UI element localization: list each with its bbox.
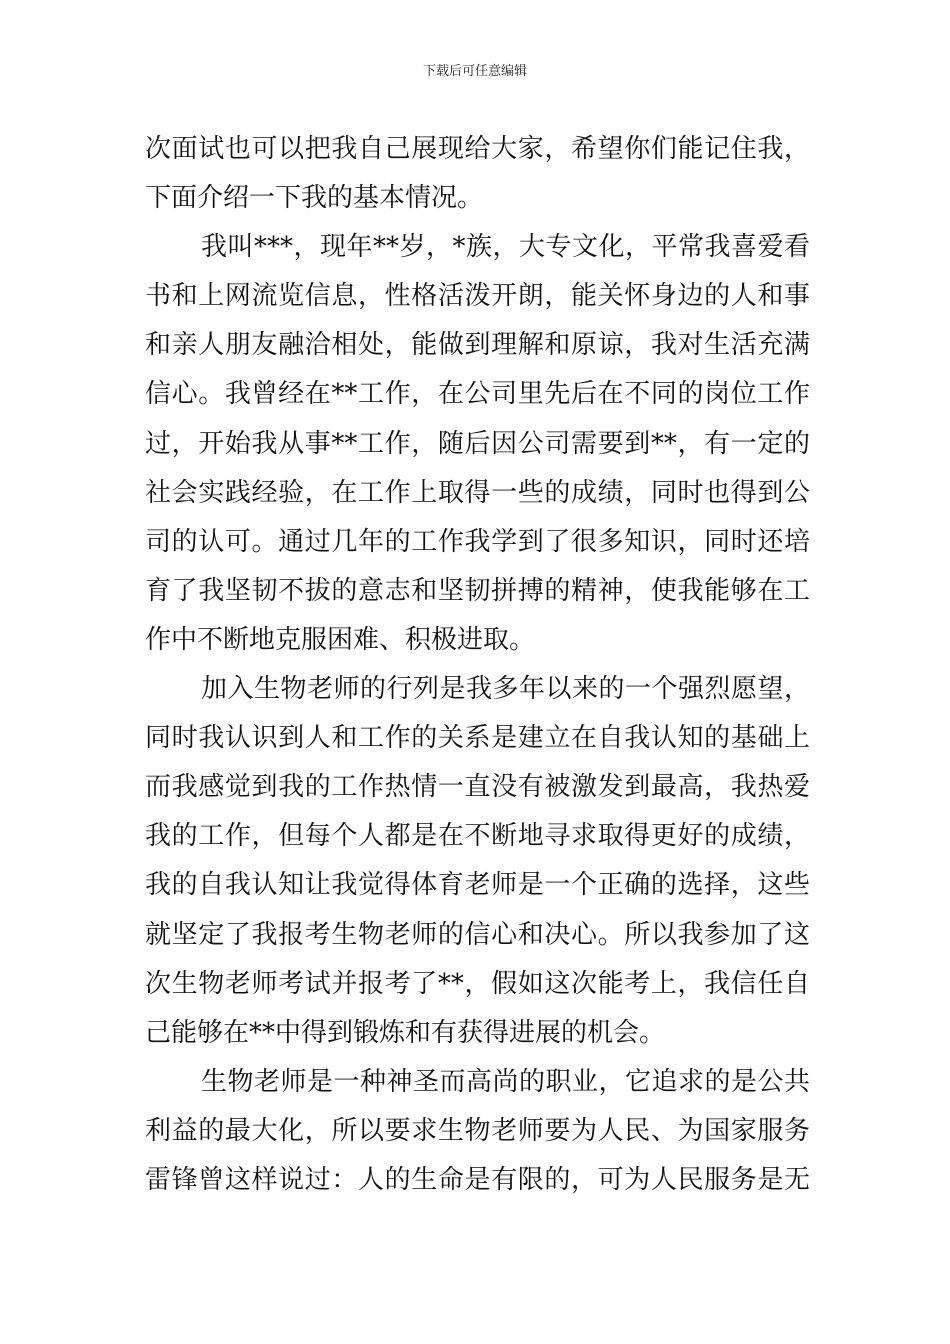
text-line: 利益的最大化，所以要求生物老师要为人民、为国家服务 xyxy=(145,1115,810,1146)
text-line: 社会实践经验，在工作上取得一些的成绩，同时也得到公 xyxy=(145,477,810,508)
text-line: 我叫***，现年**岁，*族，大专文化，平常我喜爱看 xyxy=(201,232,810,263)
text-line: 书和上网流览信息，性格活泼开朗，能关怀身边的人和事 xyxy=(145,281,810,312)
text-line: 司的认可。通过几年的工作我学到了很多知识，同时还培 xyxy=(145,526,810,557)
text-line: 下面介绍一下我的基本情况。 xyxy=(145,183,484,214)
text-line: 己能够在**中得到锻炼和有获得进展的机会。 xyxy=(145,1017,666,1048)
text-line: 同时我认识到人和工作的关系是建立在自我认知的基础上 xyxy=(145,723,810,754)
text-line: 和亲人朋友融洽相处，能做到理解和原谅，我对生活充满 xyxy=(145,330,810,361)
text-line: 雷锋曾这样说过：人的生命是有限的，可为人民服务是无 xyxy=(145,1164,810,1195)
document-body xyxy=(145,125,810,1205)
text-line: 次生物老师考试并报考了**，假如这次能考上，我信任自 xyxy=(145,968,810,999)
paragraph-2 xyxy=(145,223,810,665)
text-line: 作中不断地克服困难、积极进取。 xyxy=(145,624,536,655)
text-line: 就坚定了我报考生物老师的信心和决心。所以我参加了这 xyxy=(145,919,810,950)
text-line: 信心。我曾经在**工作，在公司里先后在不同的岗位工作 xyxy=(145,379,810,410)
page-header: 下载后可任意编辑 xyxy=(422,64,527,79)
text-line: 我的自我认知让我觉得体育老师是一个正确的选择，这些 xyxy=(145,870,810,901)
text-line: 生物老师是一种神圣而高尚的职业，它追求的是公共 xyxy=(201,1066,810,1097)
paragraph-1 xyxy=(145,125,810,223)
text-line: 次面试也可以把我自己展现给大家，希望你们能记住我， xyxy=(145,134,810,164)
paragraph-4 xyxy=(145,1058,810,1205)
text-line: 加入生物老师的行列是我多年以来的一个强烈愿望， xyxy=(201,674,810,705)
text-line: 而我感觉到我的工作热情一直没有被激发到最高，我热爱 xyxy=(145,772,810,803)
text-line: 我的工作，但每个人都是在不断地寻求取得更好的成绩， xyxy=(145,821,810,852)
text-line: 过，开始我从事**工作，随后因公司需要到**，有一定的 xyxy=(145,428,810,459)
text-line: 育了我坚韧不拔的意志和坚韧拼搏的精神，使我能够在工 xyxy=(145,575,810,606)
paragraph-3 xyxy=(145,665,810,1058)
